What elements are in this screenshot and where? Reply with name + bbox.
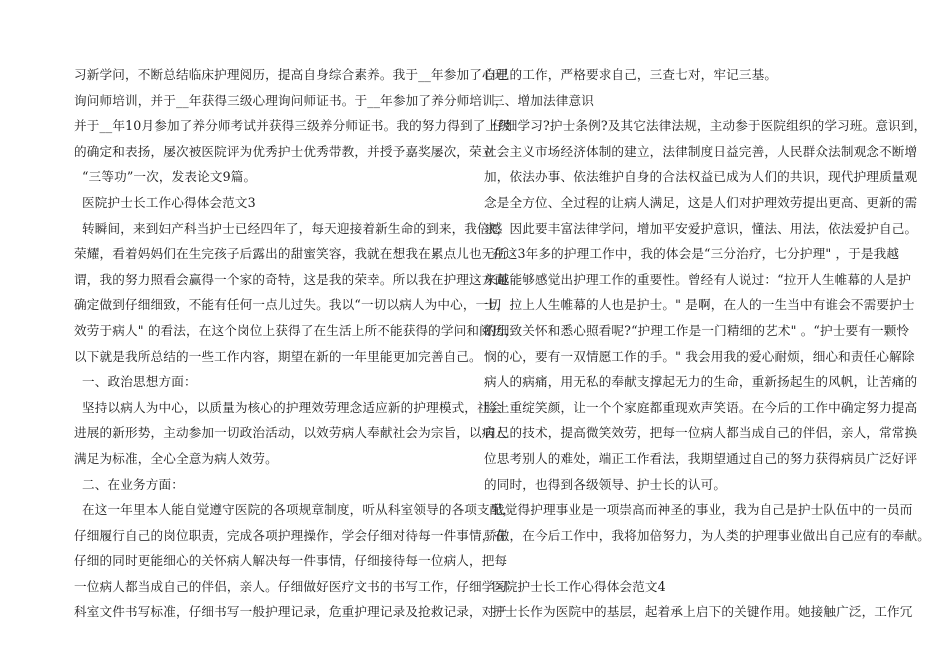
blank-line	[484, 548, 884, 574]
text-line: 骄傲，在今后工作中，我将加倍努力，为人类的护理事业做出自己应有的奉献。	[484, 527, 931, 543]
text-line: 自己的工作，严格要求自己，三查七对，牢记三基。	[484, 67, 778, 82]
text-line: 仔细学习?护士条例?及其它法律法规，主动参于医院组织的学习班。意识到，	[492, 118, 927, 134]
text-line: 科室文件书写标准，仔细书写一般护理记录，危重护理记录及抢救记录，对于	[74, 604, 508, 620]
text-line: 士，拉上人生帷幕的人也是护士。" 是啊，在人的一生当中有谁会不需要护士	[484, 297, 915, 313]
text-line: 病人的病痛，用无私的奉献支撑起无力的生命，重新扬起生的风帆，让苦痛的	[484, 374, 918, 390]
text-line: 加，依法办事、依法维护自身的合法权益已成为人们的共识，现代护理质量观	[484, 169, 918, 185]
text-line: 来越能够感觉出护理工作的重要性。曾经有人说过：“拉开人生帷幕的人是护	[484, 271, 912, 287]
text-line: 三、增加法律意识	[492, 92, 594, 108]
right-text-column	[484, 62, 931, 625]
text-line: 效劳于病人" 的看法，在这个岗位上获得了在生活上所不能获得的学问和阅历，	[74, 322, 518, 338]
text-line: 社会主义市场经济体制的建立，法律制度日益完善，人民群众法制观念不断增	[484, 143, 918, 159]
text-line: “三等功”一次，发表论文9篇。	[82, 169, 257, 185]
text-line: 求，因此要丰富法律学问，增加平安爱护意识，懂法、用法，依法爱护自己。	[484, 220, 918, 236]
text-line: 询问师培训，并于__年获得三级心理询问师证书。于__年参加了养分师培训，	[74, 92, 508, 108]
text-line: 仔细履行自己的岗位职责，完成各项护理操作，学会仔细对待每一件事情，在	[74, 527, 508, 543]
text-line: 荣耀，看着妈妈们在生完孩子后露出的甜蜜笑容，我就在想我在累点儿也无所	[74, 246, 508, 262]
text-line: 转瞬间，来到妇产科当护士已经四年了，每天迎接着新生命的到来，我倍感	[82, 220, 503, 236]
text-line: 并于__年10月参加了养分师考试并获得三级养分师证书。我的努力得到了上级	[74, 118, 512, 134]
text-line: 一、政治思想方面：	[82, 374, 197, 390]
text-line: 自己的技术，提高微笑效劳，把每一位病人都当成自己的伴侣，亲人，常常换	[484, 425, 918, 441]
text-line: 医院护士长工作心得体会范文4	[492, 578, 666, 594]
text-line: 进展的新形势，主动参加一切政治活动，以效劳病人奉献社会为宗旨，以病人	[74, 425, 508, 441]
text-line: 以下就是我所总结的一些工作内容，期望在新的一年里能更加完善自己。	[74, 348, 482, 364]
text-line: 习新学问，不断总结临床护理阅历，提高自身综合素养。我于__年参加了心理	[74, 67, 508, 82]
text-line: 满足为标准，全心全意为病人效劳。	[74, 450, 278, 466]
text-line: 在这3年多的护理工作中，我的体会是“三分治疗，七分护理" ，于是我越	[492, 246, 900, 262]
text-line: 坚持以病人为中心，以质量为核心的护理效劳理念适应新的护理模式，社会	[82, 399, 503, 415]
text-line: 谓，我的努力照看会赢得一个家的奇特，这是我的荣幸。所以我在护理这方面	[74, 271, 508, 287]
text-line: 在这一年里本人能自觉遵守医院的各项规章制度，听从科室领导的各项支配，	[82, 502, 516, 518]
text-line: 念是全方位、全过程的让病人满足，这是人们对护理效劳提出更高、更新的需	[484, 194, 918, 210]
text-line: 仔细的同时更能细心的关怀病人解决每一件事情，仔细接待每一位病人，把每	[74, 553, 508, 569]
text-line: 的同时，也得到各级领导、护士长的认可。	[484, 476, 727, 492]
text-line: 的确定和表扬，屡次被医院评为优秀护士优秀带教，并授予嘉奖屡次，荣立	[74, 143, 495, 159]
left-text-column	[74, 62, 518, 625]
text-line: 我觉得护理事业是一项崇高而神圣的事业，我为自己是护士队伍中的一员而	[492, 502, 913, 518]
text-line: 悯的心，要有一双情愿工作的手。" 我会用我的爱心耐烦，细心和责任心解除	[484, 348, 915, 364]
text-line: 确定做到仔细细致，不能有任何一点儿过失。我以“一切以病人为中心，一切	[74, 297, 502, 313]
text-line: 二、在业务方面：	[82, 476, 184, 492]
text-line: 位思考别人的难处，端正工作看法，我期望通过自己的努力获得病员广泛好评	[484, 450, 918, 466]
text-line: 一位病人都当成自己的伴侣，亲人。仔细做好医疗文书的书写工作，仔细学习	[74, 578, 508, 594]
text-line: 医院护士长工作心得体会范文3	[82, 194, 256, 210]
text-line: 脸上重绽笑颜，让一个个家庭都重现欢声笑语。在今后的工作中确定努力提高	[484, 399, 918, 415]
text-line: 的细致关怀和悉心照看呢?“护理工作是一门精细的艺术" 。“护士要有一颗怜	[484, 322, 910, 338]
text-line: 护士长作为医院中的基层，起着承上启下的关键作用。她接触广泛，工作冗	[492, 604, 913, 620]
